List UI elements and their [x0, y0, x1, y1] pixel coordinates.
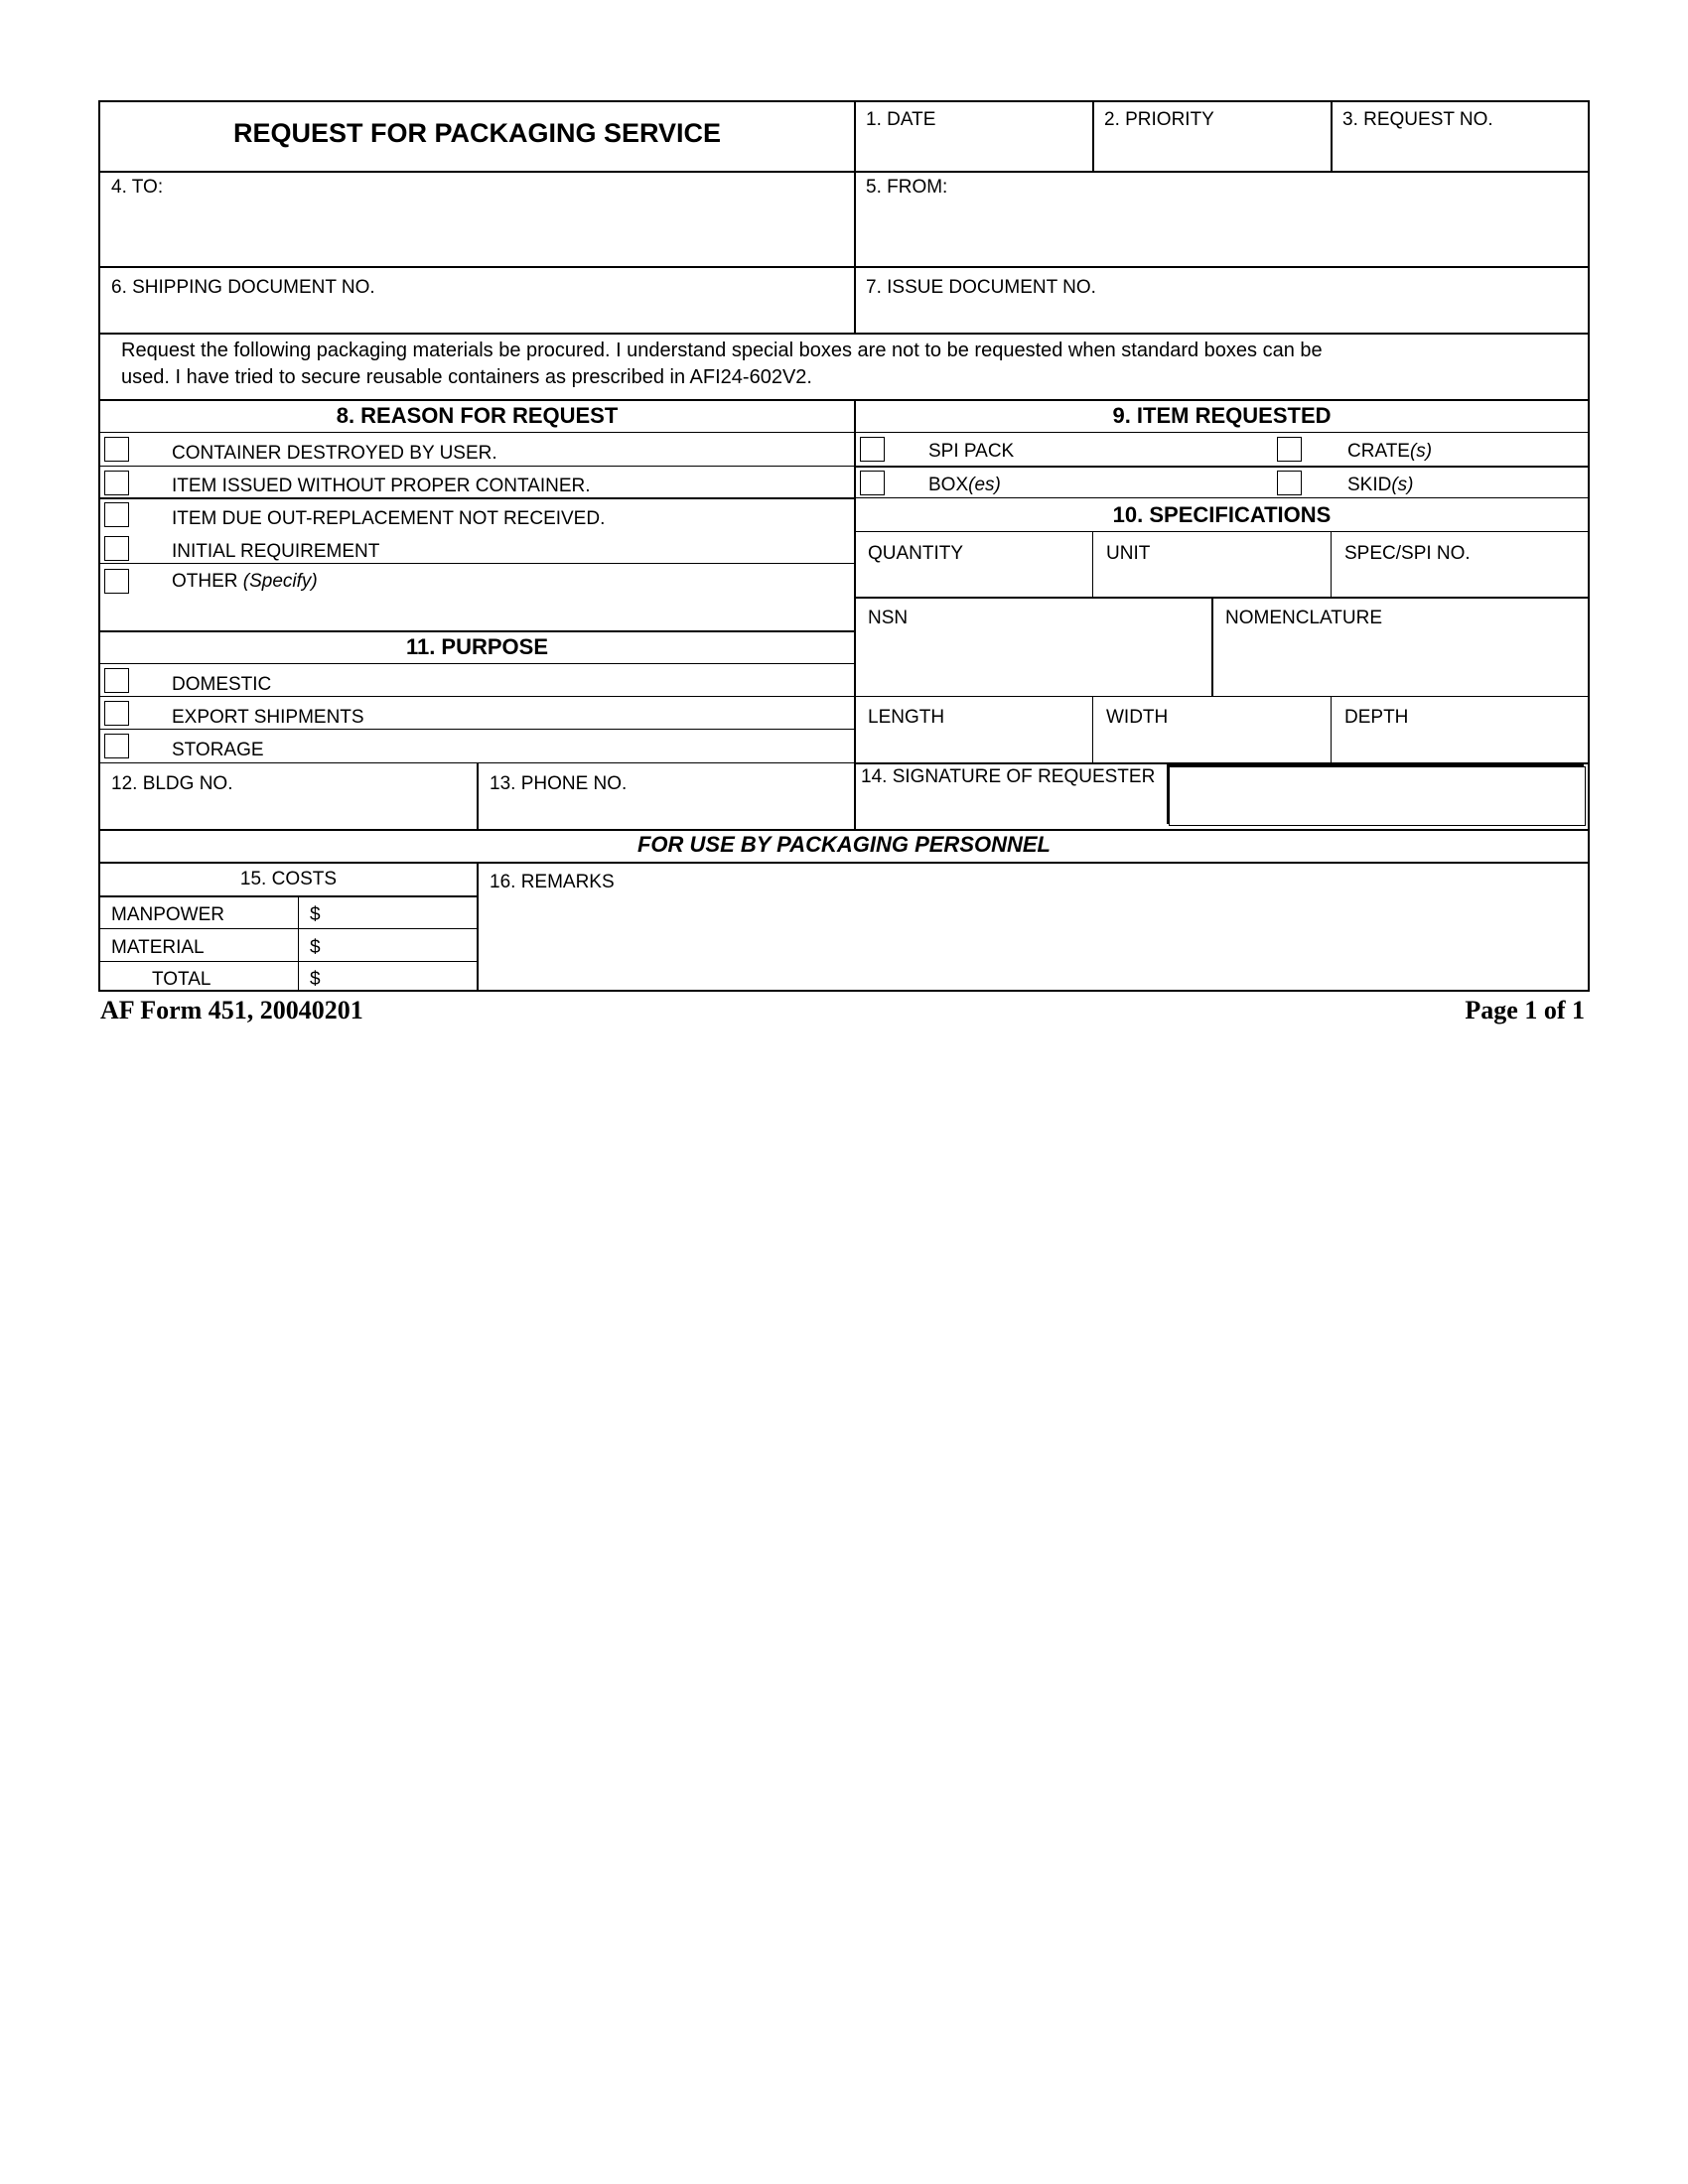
item-checkbox-crate[interactable] [1277, 437, 1302, 462]
item-crate-label: CRATE [1347, 441, 1410, 462]
nomenclature-field[interactable] [1215, 631, 1589, 696]
item-box-label: BOX [928, 475, 969, 495]
reason-option-due-out: ITEM DUE OUT-REPLACEMENT NOT RECEIVED. [172, 508, 606, 529]
material-cost-field[interactable] [324, 931, 477, 961]
purpose-checkbox-export[interactable] [104, 701, 129, 726]
bldg-field[interactable] [103, 797, 477, 829]
length-label: LENGTH [868, 707, 945, 728]
reason-option-other [172, 571, 318, 593]
form-title: REQUEST FOR PACKAGING SERVICE [232, 118, 722, 148]
reason-checkbox-due-out[interactable] [104, 502, 129, 527]
page-number: Page 1 of 1 [1465, 996, 1585, 1024]
phone-label: 13. PHONE NO. [490, 773, 628, 794]
to-field[interactable] [103, 201, 854, 266]
reason-option-destroyed: CONTAINER DESTROYED BY USER. [172, 443, 497, 464]
signature-label: 14. SIGNATURE OF REQUESTER [861, 766, 1156, 787]
purpose-option-export: EXPORT SHIPMENTS [172, 707, 364, 728]
packaging-header: FOR USE BY PACKAGING PERSONNEL [636, 832, 1051, 857]
nsn-label: NSN [868, 608, 909, 628]
item-option-spi-pack: SPI PACK [928, 441, 1015, 462]
purpose-option-domestic: DOMESTIC [172, 674, 272, 695]
item-option-crate [1347, 441, 1432, 463]
shipping-doc-field[interactable] [103, 300, 854, 334]
remarks-field[interactable] [482, 895, 1588, 991]
total-label: TOTAL [152, 969, 211, 990]
quantity-label: QUANTITY [868, 543, 964, 564]
from-label: 5. FROM: [866, 177, 948, 198]
manpower-label: MANPOWER [111, 904, 224, 925]
manpower-cost-field[interactable] [324, 898, 477, 928]
costs-header: 15. COSTS [239, 869, 338, 889]
reason-checkbox-other[interactable] [104, 569, 129, 594]
item-skid-label: SKID [1347, 475, 1392, 495]
date-field[interactable] [858, 133, 1092, 171]
quantity-field[interactable] [858, 566, 1092, 598]
purpose-checkbox-storage[interactable] [104, 734, 129, 758]
item-checkbox-skid[interactable] [1277, 471, 1302, 495]
unit-field[interactable] [1096, 566, 1331, 598]
nsn-field[interactable] [858, 631, 1211, 696]
form-id: AF Form 451, 20040201 [100, 996, 363, 1024]
statement-line-2: used. I have tried to secure reusable containers as prescribed in AFI24-602V2. [121, 366, 812, 388]
remarks-label: 16. REMARKS [490, 872, 615, 892]
to-label: 4. TO: [111, 177, 164, 198]
manpower-currency: $ [310, 904, 321, 925]
spec-spi-label: SPEC/SPI NO. [1344, 543, 1471, 564]
nomenclature-label: NOMENCLATURE [1225, 608, 1382, 628]
reason-checkbox-no-container[interactable] [104, 471, 129, 495]
purpose-header: 11. PURPOSE [405, 634, 549, 659]
issue-doc-label: 7. ISSUE DOCUMENT NO. [866, 277, 1096, 298]
item-option-box [928, 475, 1001, 496]
reason-option-no-container: ITEM ISSUED WITHOUT PROPER CONTAINER. [172, 476, 591, 496]
width-label: WIDTH [1106, 707, 1169, 728]
statement-line-1: Request the following packaging materials be procured. I understand special boxes are not to be requested when standard boxes can be [121, 340, 1323, 361]
request-no-label: 3. REQUEST NO. [1342, 109, 1493, 130]
depth-label: DEPTH [1344, 707, 1409, 728]
depth-field[interactable] [1335, 731, 1589, 762]
purpose-checkbox-domestic[interactable] [104, 668, 129, 693]
priority-field[interactable] [1096, 133, 1331, 171]
item-checkbox-box[interactable] [860, 471, 885, 495]
from-field[interactable] [858, 201, 1589, 266]
spec-spi-field[interactable] [1335, 566, 1589, 598]
reason-checkbox-destroyed[interactable] [104, 437, 129, 462]
bldg-label: 12. BLDG NO. [111, 773, 233, 794]
date-label: 1. DATE [866, 109, 936, 130]
purpose-option-storage: STORAGE [172, 740, 264, 760]
item-skid-suffix: (s) [1391, 475, 1414, 495]
total-cost-field[interactable] [324, 963, 477, 991]
item-box-suffix: (es) [968, 475, 1001, 495]
reason-other-hint: (Specify) [242, 571, 318, 592]
shipping-doc-label: 6. SHIPPING DOCUMENT NO. [111, 277, 375, 298]
priority-label: 2. PRIORITY [1104, 109, 1214, 130]
signature-field[interactable] [1169, 766, 1586, 826]
material-label: MATERIAL [111, 937, 205, 958]
length-field[interactable] [858, 731, 1092, 762]
item-checkbox-spi-pack[interactable] [860, 437, 885, 462]
reason-other-field[interactable] [103, 596, 854, 631]
issue-doc-field[interactable] [858, 300, 1589, 334]
item-option-skid [1347, 475, 1414, 496]
phone-field[interactable] [482, 797, 854, 829]
total-currency: $ [310, 969, 321, 990]
width-field[interactable] [1096, 731, 1331, 762]
item-header: 9. ITEM REQUESTED [1112, 403, 1332, 428]
reason-header: 8. REASON FOR REQUEST [336, 403, 619, 428]
unit-label: UNIT [1106, 543, 1151, 564]
request-no-field[interactable] [1335, 133, 1589, 171]
reason-checkbox-initial[interactable] [104, 536, 129, 561]
item-crate-suffix: (s) [1409, 441, 1433, 462]
reason-other-label: OTHER [172, 571, 238, 592]
specs-header: 10. SPECIFICATIONS [1112, 502, 1332, 527]
material-currency: $ [310, 937, 321, 958]
reason-option-initial: INITIAL REQUIREMENT [172, 541, 380, 562]
